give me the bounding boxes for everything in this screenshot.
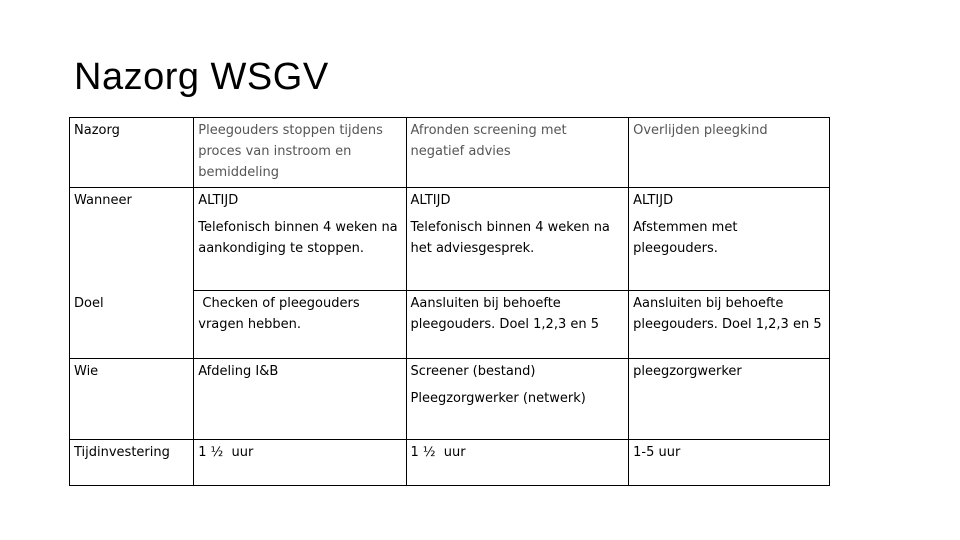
cell-wanneer-c2-a: ALTIJD xyxy=(410,193,451,208)
table-row-doel xyxy=(70,291,830,359)
row-label-wanneer: Wanneer xyxy=(70,188,194,291)
table-row-tijdinvestering xyxy=(70,440,830,486)
row-label-doel: Doel xyxy=(70,291,194,359)
cell-nazorg-c2: Afronden screening met negatief advies xyxy=(406,118,629,188)
cell-nazorg-c3: Overlijden pleegkind xyxy=(629,118,830,188)
cell-wie-c2-b: Pleegzorgwerker (netwerk) xyxy=(410,391,586,406)
cell-wanneer-c2-b: Telefonisch binnen 4 weken na het adviesgesprek. xyxy=(410,220,610,256)
cell-doel-c3: Aansluiten bij behoefte pleegouders. Doel 1,2,3 en 5 xyxy=(629,291,830,359)
table-row-nazorg xyxy=(70,118,830,188)
slide-title: Nazorg WSGV xyxy=(74,56,329,98)
nazorg-table xyxy=(69,117,830,486)
row-label-tijdinvestering: Tijdinvestering xyxy=(70,440,194,486)
cell-wanneer-c1-b: Telefonisch binnen 4 weken na aankondiging te stoppen. xyxy=(198,220,398,256)
cell-wie-c2 xyxy=(406,359,629,440)
cell-wie-c2-a: Screener (bestand) xyxy=(410,364,536,379)
cell-nazorg-c1: Pleegouders stoppen tijdens proces van instroom en bemiddeling xyxy=(194,118,406,188)
cell-wanneer-c3-b: Afstemmen met pleegouders. xyxy=(633,220,738,256)
cell-wie-c1: Afdeling I&B xyxy=(194,359,406,440)
cell-doel-c1: Checken of pleegouders vragen hebben. xyxy=(194,291,406,359)
cell-doel-c2: Aansluiten bij behoefte pleegouders. Doel 1,2,3 en 5 xyxy=(406,291,629,359)
cell-wanneer-c2 xyxy=(406,188,629,291)
cell-tijd-c3: 1-5 uur xyxy=(629,440,830,486)
cell-tijd-c1: 1 ½ uur xyxy=(194,440,406,486)
row-label-nazorg: Nazorg xyxy=(70,118,194,188)
table-row-wie xyxy=(70,359,830,440)
cell-wanneer-c3-a: ALTIJD xyxy=(633,193,674,208)
cell-wanneer-c1-a: ALTIJD xyxy=(198,193,239,208)
cell-wanneer-c3 xyxy=(629,188,830,291)
cell-wie-c3: pleegzorgwerker xyxy=(629,359,830,440)
cell-tijd-c2: 1 ½ uur xyxy=(406,440,629,486)
cell-wanneer-c1 xyxy=(194,188,406,291)
table-row-wanneer xyxy=(70,188,830,291)
row-label-wie: Wie xyxy=(70,359,194,440)
